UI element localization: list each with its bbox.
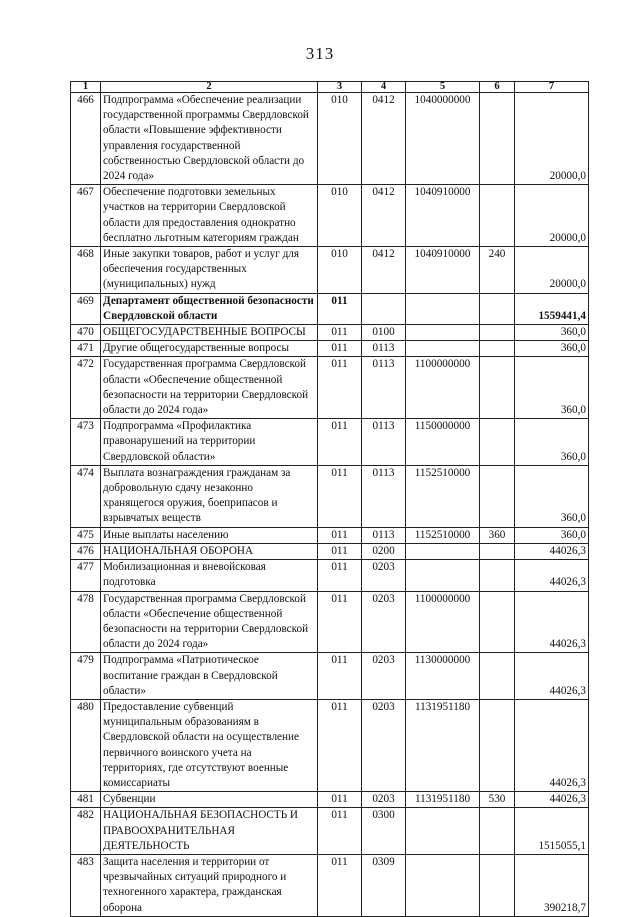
row-name: Подпрограмма «Патриотическое воспитание граждан в Свердловской области» bbox=[101, 653, 318, 700]
row-sum: 44026,3 bbox=[515, 560, 589, 591]
row-target-code: 1152510000 bbox=[406, 465, 480, 527]
row-expense-type bbox=[480, 93, 515, 185]
row-admin-code: 011 bbox=[318, 543, 362, 559]
row-number: 482 bbox=[71, 808, 101, 855]
row-section-code: 0113 bbox=[362, 527, 406, 543]
row-admin-code: 010 bbox=[318, 247, 362, 294]
row-admin-code: 011 bbox=[318, 527, 362, 543]
table-row bbox=[71, 185, 589, 247]
row-admin-code: 011 bbox=[318, 854, 362, 916]
table-row bbox=[71, 465, 589, 527]
table-row bbox=[71, 653, 589, 700]
row-target-code bbox=[406, 854, 480, 916]
row-section-code: 0203 bbox=[362, 699, 406, 791]
row-expense-type bbox=[480, 653, 515, 700]
row-section-code: 0100 bbox=[362, 325, 406, 341]
row-number: 471 bbox=[71, 341, 101, 357]
row-sum: 20000,0 bbox=[515, 93, 589, 185]
row-number: 479 bbox=[71, 653, 101, 700]
row-expense-type: 240 bbox=[480, 247, 515, 294]
row-sum: 360,0 bbox=[515, 527, 589, 543]
table-row bbox=[71, 357, 589, 419]
row-sum: 44026,3 bbox=[515, 792, 589, 808]
row-target-code: 1040910000 bbox=[406, 247, 480, 294]
table-body bbox=[71, 93, 589, 917]
row-expense-type: 360 bbox=[480, 527, 515, 543]
row-sum: 44026,3 bbox=[515, 699, 589, 791]
row-target-code: 1100000000 bbox=[406, 357, 480, 419]
row-admin-code: 011 bbox=[318, 792, 362, 808]
row-target-code bbox=[406, 560, 480, 591]
row-number: 470 bbox=[71, 325, 101, 341]
row-number: 473 bbox=[71, 419, 101, 466]
table-row bbox=[71, 854, 589, 916]
row-expense-type bbox=[480, 591, 515, 653]
row-expense-type bbox=[480, 560, 515, 591]
row-target-code bbox=[406, 808, 480, 855]
row-sum: 44026,3 bbox=[515, 653, 589, 700]
row-number: 472 bbox=[71, 357, 101, 419]
row-expense-type bbox=[480, 699, 515, 791]
row-admin-code: 011 bbox=[318, 341, 362, 357]
header-row bbox=[71, 82, 589, 93]
row-sum: 360,0 bbox=[515, 419, 589, 466]
row-admin-code: 010 bbox=[318, 185, 362, 247]
row-name: Предоставление субвенций муниципальным образованиям в Свердловской области на осуществление первичного воинского учета на территориях, где отсутствуют военные комиссариаты bbox=[101, 699, 318, 791]
table-row bbox=[71, 325, 589, 341]
row-name: Другие общегосударственные вопросы bbox=[101, 341, 318, 357]
row-number: 466 bbox=[71, 93, 101, 185]
row-section-code: 0412 bbox=[362, 185, 406, 247]
table-row bbox=[71, 419, 589, 466]
table-row bbox=[71, 527, 589, 543]
row-number: 468 bbox=[71, 247, 101, 294]
row-sum: 360,0 bbox=[515, 465, 589, 527]
row-section-code: 0203 bbox=[362, 591, 406, 653]
header-col-2: 2 bbox=[101, 82, 318, 93]
row-sum: 360,0 bbox=[515, 341, 589, 357]
header-col-3: 3 bbox=[318, 82, 362, 93]
header-col-1: 1 bbox=[71, 82, 101, 93]
row-expense-type bbox=[480, 543, 515, 559]
table-row bbox=[71, 792, 589, 808]
row-admin-code: 011 bbox=[318, 699, 362, 791]
table-row bbox=[71, 543, 589, 559]
row-target-code: 1152510000 bbox=[406, 527, 480, 543]
row-number: 483 bbox=[71, 854, 101, 916]
row-name: Иные закупки товаров, работ и услуг для обеспечения государственных (муниципальных) нужд bbox=[101, 247, 318, 294]
row-section-code: 0113 bbox=[362, 341, 406, 357]
table-row bbox=[71, 93, 589, 185]
row-number: 481 bbox=[71, 792, 101, 808]
row-number: 477 bbox=[71, 560, 101, 591]
row-expense-type bbox=[480, 293, 515, 324]
row-target-code: 1130000000 bbox=[406, 653, 480, 700]
table-row bbox=[71, 341, 589, 357]
row-admin-code: 011 bbox=[318, 293, 362, 324]
row-section-code: 0200 bbox=[362, 543, 406, 559]
row-name: Подпрограмма «Профилактика правонарушений на территории Свердловской области» bbox=[101, 419, 318, 466]
row-admin-code: 010 bbox=[318, 93, 362, 185]
row-name: Департамент общественной безопасности Свердловской области bbox=[101, 293, 318, 324]
row-expense-type bbox=[480, 808, 515, 855]
row-target-code: 1131951180 bbox=[406, 699, 480, 791]
row-name: Государственная программа Свердловской области «Обеспечение общественной безопасности на территории Свердловской области до 2024 года» bbox=[101, 591, 318, 653]
row-target-code: 1040000000 bbox=[406, 93, 480, 185]
row-number: 469 bbox=[71, 293, 101, 324]
row-sum: 44026,3 bbox=[515, 591, 589, 653]
row-number: 474 bbox=[71, 465, 101, 527]
row-target-code bbox=[406, 341, 480, 357]
row-sum: 360,0 bbox=[515, 325, 589, 341]
row-number: 480 bbox=[71, 699, 101, 791]
row-admin-code: 011 bbox=[318, 808, 362, 855]
row-section-code: 0113 bbox=[362, 465, 406, 527]
row-section-code: 0203 bbox=[362, 560, 406, 591]
row-sum: 20000,0 bbox=[515, 247, 589, 294]
row-section-code: 0300 bbox=[362, 808, 406, 855]
row-name: Обеспечение подготовки земельных участков на территории Свердловской области для предоставления однократно бесплатно льготным категориям граждан bbox=[101, 185, 318, 247]
row-name: Защита населения и территории от чрезвычайных ситуаций природного и техногенного характера, гражданская оборона bbox=[101, 854, 318, 916]
row-admin-code: 011 bbox=[318, 419, 362, 466]
row-admin-code: 011 bbox=[318, 325, 362, 341]
row-admin-code: 011 bbox=[318, 465, 362, 527]
row-admin-code: 011 bbox=[318, 591, 362, 653]
row-name: НАЦИОНАЛЬНАЯ БЕЗОПАСНОСТЬ И ПРАВООХРАНИТЕЛЬНАЯ ДЕЯТЕЛЬНОСТЬ bbox=[101, 808, 318, 855]
row-target-code: 1150000000 bbox=[406, 419, 480, 466]
row-target-code bbox=[406, 543, 480, 559]
row-section-code: 0113 bbox=[362, 357, 406, 419]
row-target-code: 1040910000 bbox=[406, 185, 480, 247]
row-name: НАЦИОНАЛЬНАЯ ОБОРОНА bbox=[101, 543, 318, 559]
budget-table bbox=[70, 81, 589, 917]
row-admin-code: 011 bbox=[318, 560, 362, 591]
header-col-5: 5 bbox=[406, 82, 480, 93]
row-section-code: 0412 bbox=[362, 247, 406, 294]
table-row bbox=[71, 699, 589, 791]
row-expense-type bbox=[480, 419, 515, 466]
row-section-code: 0309 bbox=[362, 854, 406, 916]
row-target-code bbox=[406, 325, 480, 341]
page-number: 313 bbox=[305, 44, 335, 63]
table-row bbox=[71, 293, 589, 324]
row-sum: 360,0 bbox=[515, 357, 589, 419]
row-section-code bbox=[362, 293, 406, 324]
row-expense-type bbox=[480, 341, 515, 357]
row-sum: 1515055,1 bbox=[515, 808, 589, 855]
table-row bbox=[71, 560, 589, 591]
row-expense-type bbox=[480, 325, 515, 341]
header-col-7: 7 bbox=[515, 82, 589, 93]
row-section-code: 0412 bbox=[362, 93, 406, 185]
row-admin-code: 011 bbox=[318, 653, 362, 700]
row-name: Иные выплаты населению bbox=[101, 527, 318, 543]
row-expense-type bbox=[480, 185, 515, 247]
row-number: 467 bbox=[71, 185, 101, 247]
row-name: Подпрограмма «Обеспечение реализации государственной программы Свердловской области «Повышение эффективности управления государственной собственностью Свердловской области до 2024 года» bbox=[101, 93, 318, 185]
row-expense-type bbox=[480, 465, 515, 527]
row-section-code: 0203 bbox=[362, 792, 406, 808]
row-name: ОБЩЕГОСУДАРСТВЕННЫЕ ВОПРОСЫ bbox=[101, 325, 318, 341]
table-row bbox=[71, 591, 589, 653]
row-name: Выплата вознаграждения гражданам за добровольную сдачу незаконно хранящегося оружия, боеприпасов и взрывчатых веществ bbox=[101, 465, 318, 527]
row-target-code: 1131951180 bbox=[406, 792, 480, 808]
row-number: 476 bbox=[71, 543, 101, 559]
row-number: 478 bbox=[71, 591, 101, 653]
row-sum: 20000,0 bbox=[515, 185, 589, 247]
row-target-code bbox=[406, 293, 480, 324]
header-col-6: 6 bbox=[480, 82, 515, 93]
row-sum: 1559441,4 bbox=[515, 293, 589, 324]
row-number: 475 bbox=[71, 527, 101, 543]
header-col-4: 4 bbox=[362, 82, 406, 93]
table-row bbox=[71, 247, 589, 294]
row-admin-code: 011 bbox=[318, 357, 362, 419]
table-row bbox=[71, 808, 589, 855]
row-section-code: 0113 bbox=[362, 419, 406, 466]
row-name: Государственная программа Свердловской области «Обеспечение общественной безопасности на территории Свердловской области до 2024 года» bbox=[101, 357, 318, 419]
row-expense-type: 530 bbox=[480, 792, 515, 808]
row-name: Субвенции bbox=[101, 792, 318, 808]
row-expense-type bbox=[480, 854, 515, 916]
row-name: Мобилизационная и вневойсковая подготовка bbox=[101, 560, 318, 591]
row-sum: 44026,3 bbox=[515, 543, 589, 559]
row-expense-type bbox=[480, 357, 515, 419]
row-sum: 390218,7 bbox=[515, 854, 589, 916]
row-target-code: 1100000000 bbox=[406, 591, 480, 653]
row-section-code: 0203 bbox=[362, 653, 406, 700]
